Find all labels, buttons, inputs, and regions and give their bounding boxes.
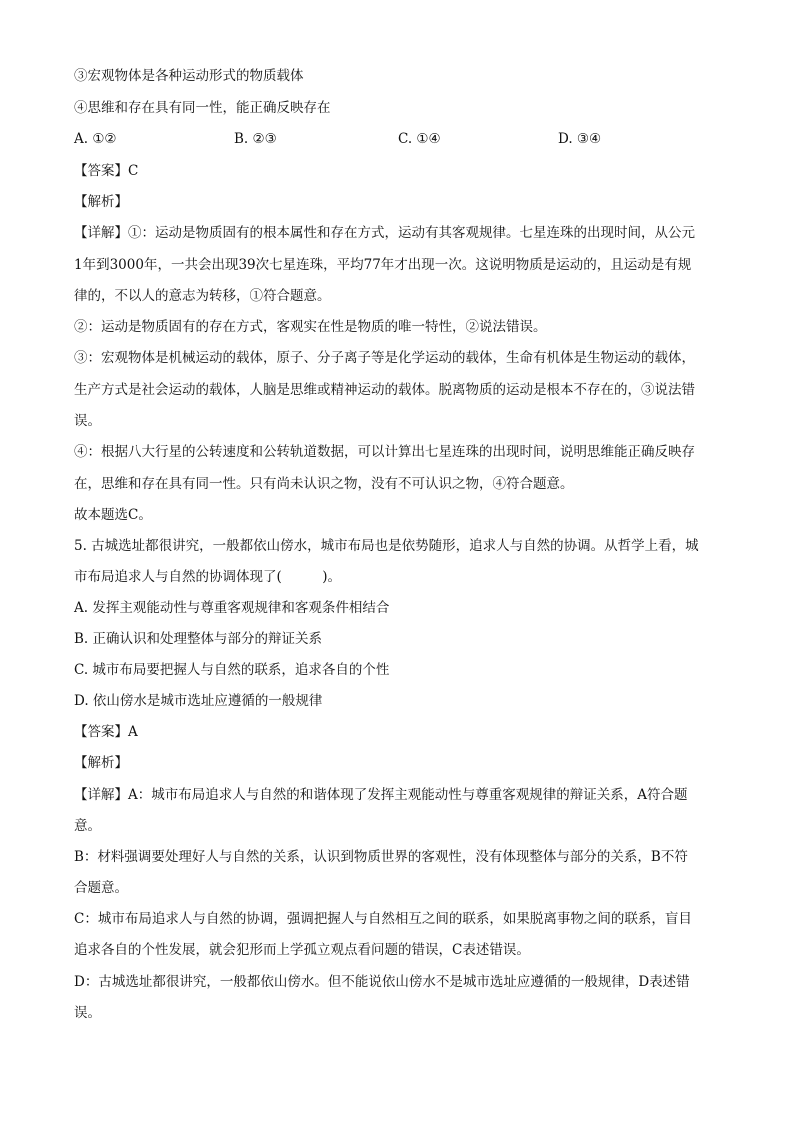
q5-answer: 【答案】A — [74, 724, 138, 740]
q4-detail-line: 在，思维和存在具有同一性。只有尚未认识之物，没有不可认识之物，④符合题意。 — [74, 476, 574, 492]
q4-detail-line: ②：运动是物质固有的存在方式，客观实在性是物质的唯一特性，②说法错误。 — [74, 319, 547, 335]
q5-detail-line: 【详解】A：城市布局追求人与自然的和谐体现了发挥主观能动性与尊重客观规律的辩证关系，A符合题 — [74, 787, 688, 803]
q5-detail-line: 意。 — [74, 818, 101, 834]
q4-option-b: B. ②③ — [234, 131, 277, 147]
q4-answer: 【答案】C — [74, 163, 139, 179]
q5-detail-line: D：古城选址都很讲究，一般都依山傍水。但不能说依山傍水不是城市选址应遵循的一般规律，D表述错 — [74, 974, 690, 990]
q4-detail-line: 误。 — [74, 413, 101, 429]
statement-3: ③宏观物体是各种运动形式的物质载体 — [74, 68, 304, 84]
q5-stem-line: 5. 古城选址都很讲究，一般都依山傍水，城市布局也是依势随形，追求人与自然的协调。从哲学上看，城 — [74, 538, 699, 554]
q5-option-b: B. 正确认识和处理整体与部分的辩证关系 — [74, 631, 323, 647]
q4-detail-line: 【详解】①：运动是物质固有的根本属性和存在方式，运动有其客观规律。七星连珠的出现时间，从公元 — [74, 225, 695, 241]
q5-stem-line: 市布局追求人与自然的协调体现了( )。 — [74, 569, 342, 585]
q4-detail-line: ④：根据八大行星的公转速度和公转轨道数据，可以计算出七星连珠的出现时间，说明思维能正确反映存 — [74, 444, 695, 460]
q4-detail-line: ③：宏观物体是机械运动的载体，原子、分子离子等是化学运动的载体，生命有机体是生物运动的载体， — [74, 350, 695, 366]
q5-option-d: D. 依山傍水是城市选址应遵循的一般规律 — [74, 693, 323, 709]
q5-detail-line: B：材料强调要处理好人与自然的关系，认识到物质世界的客观性，没有体现整体与部分的关系，B不符 — [74, 849, 688, 865]
q4-option-a: A. ①② — [74, 131, 117, 147]
q4-detail-line: 律的，不以人的意志为转移，①符合题意。 — [74, 288, 331, 304]
q4-detail-line: 1年到3000年，一共会出现39次七星连珠，平均77年才出现一次。这说明物质是运动的，且运动是有规 — [74, 257, 692, 273]
q5-option-a: A. 发挥主观能动性与尊重客观规律和客观条件相结合 — [74, 600, 390, 616]
q5-detail-line: 追求各自的个性发展，就会犯形而上学孤立观点看问题的错误，C表述错误。 — [74, 942, 530, 958]
statement-4: ④思维和存在具有同一性，能正确反映存在 — [74, 100, 331, 116]
q5-option-c: C. 城市布局要把握人与自然的联系，追求各自的个性 — [74, 662, 390, 678]
q4-conclusion: 故本题选C。 — [74, 507, 152, 523]
q5-detail-line: 合题意。 — [74, 880, 128, 896]
q4-analysis-heading: 【解析】 — [74, 194, 128, 210]
q5-analysis-heading: 【解析】 — [74, 755, 128, 771]
q4-detail-line: 生产方式是社会运动的载体，人脑是思维或精神运动的载体。脱离物质的运动是根本不存在的，③说法错 — [74, 382, 695, 398]
q5-detail-line: C：城市布局追求人与自然的协调，强调把握人与自然相互之间的联系，如果脱离事物之间的联系，盲目 — [74, 911, 692, 927]
q4-option-d: D. ③④ — [558, 131, 602, 147]
q4-options — [74, 131, 724, 149]
q5-detail-line: 误。 — [74, 1005, 101, 1021]
q4-option-c: C. ①④ — [398, 131, 441, 147]
